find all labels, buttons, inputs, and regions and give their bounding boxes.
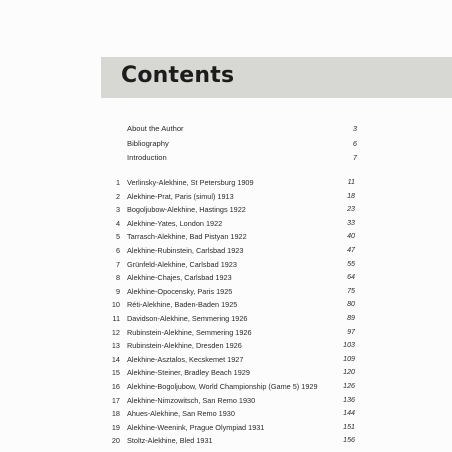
game-title: Rubinstein-Alekhine, Semmering 1926 [127,327,252,337]
game-number: 17 [111,395,120,405]
game-number: 18 [111,409,120,419]
game-page: 47 [347,245,355,254]
contents-banner [101,57,452,98]
game-title: Ahues-Alekhine, San Remo 1930 [127,409,235,419]
game-page: 75 [347,286,355,295]
game-title: Alekhine-Nimzowitsch, San Remo 1930 [127,395,256,405]
game-title: Stoltz-Alekhine, Bled 1931 [127,436,213,446]
toc-entry [127,137,357,152]
game-title: Alekhine-Opocensky, Paris 1925 [127,286,233,296]
game-number: 15 [111,368,120,378]
game-title: Alekhine-Rubinstein, Carlsbad 1923 [127,245,244,255]
game-page: 109 [343,354,355,363]
game-number: 5 [115,232,120,242]
game-page: 80 [347,300,355,309]
game-title: Verlinsky-Alekhine, St Petersburg 1909 [127,178,254,187]
game-title: Alekhine-Prat, Paris (simul) 1913 [127,191,234,201]
game-number: 9 [115,286,120,296]
game-entry [108,298,355,312]
game-title: Alekhine-Asztalos, Kecskemet 1927 [127,354,244,364]
game-number: 13 [111,341,120,351]
game-title: Alekhine-Bogoljubow, World Championship (Game 5) 1929 [127,381,318,391]
toc-entry-title: Bibliography [127,138,169,148]
toc-entry-title: About the Author [127,124,184,133]
game-title: Grünfeld-Alekhine, Carlsbad 1923 [127,259,237,269]
game-title: Alekhine-Chajes, Carlsbad 1923 [127,273,232,283]
game-title: Bogoljubow-Alekhine, Hastings 1922 [127,205,246,215]
game-title: Alekhine-Steiner, Bradley Beach 1929 [127,368,250,378]
game-entry [108,217,355,231]
game-number: 16 [111,381,120,391]
game-entry [108,421,355,435]
front-matter-list [127,122,357,166]
game-number: 11 [112,313,120,323]
game-number: 10 [111,300,120,310]
game-entry [108,353,355,367]
games-list [108,176,355,448]
game-entry [108,203,355,217]
game-page: 40 [347,232,355,241]
game-entry [108,326,355,340]
game-number: 1 [115,178,120,187]
game-number: 12 [111,327,120,337]
game-entry [108,339,355,353]
game-page: 156 [343,436,355,445]
toc-entry-title: Introduction [127,153,167,162]
game-title: Davidson-Alekhine, Semmering 1926 [127,313,248,323]
game-page: 120 [343,368,355,377]
toc-entry-page: 7 [352,153,357,162]
game-number: 6 [115,245,120,255]
game-number: 2 [115,191,120,201]
game-entry [108,258,355,272]
game-page: 33 [347,218,355,227]
game-title: Réti-Alekhine, Baden-Baden 1925 [127,300,238,310]
game-entry [108,271,355,285]
game-entry [108,380,355,394]
game-page: 136 [343,395,355,404]
game-page: 126 [343,381,355,390]
game-page: 11 [347,178,355,186]
game-number: 7 [115,259,120,269]
game-entry [108,190,355,204]
game-title: Alekhine-Yates, London 1922 [127,218,223,228]
game-entry [108,366,355,380]
page-title: Contents [121,63,235,88]
game-title: Tarrasch-Alekhine, Bad Pistyan 1922 [127,232,247,242]
toc-entry-page: 3 [352,124,357,133]
game-page: 151 [343,422,355,431]
toc-entry [127,151,357,166]
game-number: 3 [115,205,120,215]
game-number: 8 [115,273,120,283]
game-number: 4 [115,218,120,228]
toc-entry-page: 6 [352,138,357,148]
game-title: Rubinstein-Alekhine, Dresden 1926 [127,341,242,351]
game-title: Alekhine-Weenink, Prague Olympiad 1931 [127,422,265,432]
game-page: 64 [347,273,355,282]
game-page: 55 [347,259,355,268]
game-page: 103 [343,341,355,350]
game-entry [108,176,355,190]
game-entry [108,434,355,448]
game-page: 89 [347,313,355,322]
game-number: 14 [111,354,120,364]
game-entry [108,285,355,299]
game-entry [108,407,355,421]
game-number: 20 [111,436,120,446]
game-entry [108,312,355,326]
game-page: 97 [347,327,355,336]
game-page: 18 [347,191,355,200]
toc-entry [127,122,357,137]
game-entry [108,244,355,258]
game-page: 23 [347,205,355,214]
game-page: 144 [343,409,355,418]
game-number: 19 [111,422,120,432]
game-entry [108,230,355,244]
game-entry [108,394,355,408]
